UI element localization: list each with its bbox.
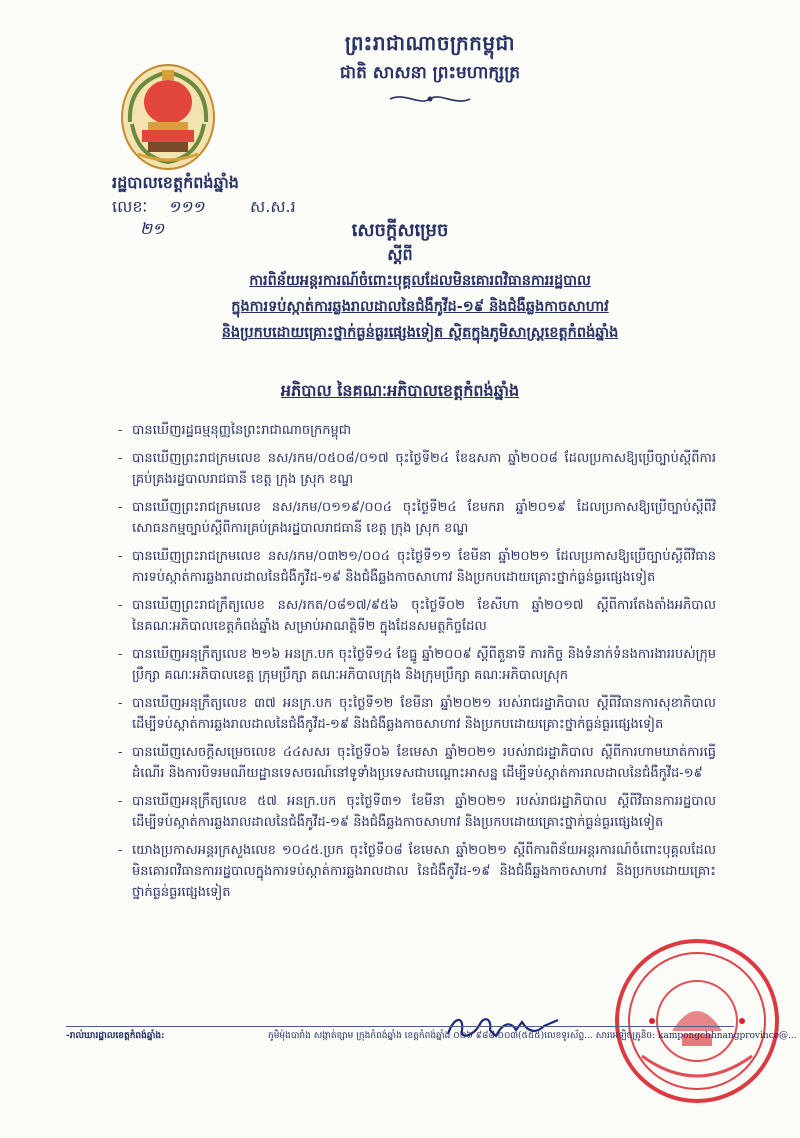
- recital-item: - បានឃើញព្រះរាជក្រមលេខ នស/រកម/០៥០៨/០១៧ ចុះថ្ងៃទី២៤ ខែឧសភា ឆ្នាំ២០០៨ ដែលប្រកាសឱ្យប្រើច្បាប់ស្តីពីការគ្រប់គ្រងរដ្ឋបាលរាជធានី ខេត្ត ក្រុង ស្រុក ខណ្ឌ: [118, 448, 716, 490]
- footer-divider: [66, 1026, 734, 1027]
- recital-item: - បានឃើញព្រះរាជក្រឹត្យលេខ នស/រកត/០៨១៧/៩៥៦ ចុះថ្ងៃទី០២ ខែសីហា ឆ្នាំ២០១៧ ស្តីពីការតែងតាំងអភិបាល នៃគណៈអភិបាលខេត្តកំពង់ឆ្នាំង សម្រាប់អាណត្តិទី២ ក្នុងដែនសមត្ថកិច្ចដែល: [118, 595, 716, 637]
- footer-contact-info: ភូមិម៉ុងបារាំង សង្កាត់ខ្សាម ក្រុងកំពង់ឆ្នាំង ខេត្តកំពង់ឆ្នាំង ០២៦ ៩៨៨ ០០៣(៥៥៥)លេខទូរស័ព្ទ... សារអេឡិចត្រូនិច: kampongchhnangprovince@...: [268, 1031, 797, 1041]
- authority-heading: អភិបាល នៃគណៈអភិបាលខេត្តកំពង់ឆ្នាំង: [280, 381, 520, 400]
- recital-list: [118, 420, 716, 910]
- footer-label: -រាល់ឃារដ្ឋាលខេត្តកំពង់ឆ្នាំង:: [66, 1031, 165, 1041]
- reference-suffix: ស.ស.រ: [250, 197, 296, 216]
- recital-item: - បានឃើញអនុក្រឹត្យលេខ ៣៧ អនក្រ.បក ចុះថ្ងៃទី១២ ខែមីនា ឆ្នាំ២០២១ របស់រាជរដ្ឋាភិបាល ស្តីពីវិធានការសុខាភិបាល ដើម្បីទប់ស្កាត់ការឆ្លងរាលដាលនៃជំងឺកូវីដ-១៩ និងជំងឺឆ្លងកាចសាហាវ និងប្រកបដោយគ្រោះថ្នាក់ធ្ងន់ធ្ងរផ្សេងទៀត: [118, 693, 716, 735]
- recital-item: - បានឃើញអនុក្រឹត្យលេខ ៥៧ អនក្រ.បក ចុះថ្ងៃទី៣១ ខែមីនា ឆ្នាំ២០២១ របស់រាជរដ្ឋាភិបាល ស្តីពីវិធានការរដ្ឋបាល ដើម្បីទប់ស្កាត់ការឆ្លងរាលដាលនៃជំងឺកូវីដ-១៩ និងជំងឺឆ្លងកាចសាហាវ និងប្រកបដោយគ្រោះថ្នាក់ធ្ងន់ធ្ងរផ្សេងទៀត: [118, 791, 716, 833]
- recital-item: - បានឃើញព្រះរាជក្រមលេខ នស/រកម/០៣២១/០០៤ ចុះថ្ងៃទី១១ ខែមីនា ឆ្នាំ២០២១ ដែលប្រកាសឱ្យប្រើច្បាប់ស្តីពីវិធានការទប់ស្កាត់ការឆ្លងរាលដាលនៃជំងឺកូវីដ-១៩ និងជំងឺឆ្លងកាចសាហាវ និងប្រកបដោយគ្រោះថ្នាក់ធ្ងន់ធ្ងរផ្សេងទៀត: [118, 546, 716, 588]
- issuer-name: រដ្ឋបាលខេត្តកំពង់ឆ្នាំង: [112, 173, 239, 192]
- recital-item: - បានឃើញអនុក្រឹត្យលេខ ២១៦ អនក្រ.បក ចុះថ្ងៃទី១៤ ខែធ្នូ ឆ្នាំ២០០៩ ស្តីពីតួនាទី ភារកិច្ច និងទំនាក់ទំនងការងាររបស់ក្រុមប្រឹក្សា គណៈអភិបាលខេត្ត ក្រុមប្រឹក្សា គណៈអភិបាលក្រុង និងក្រុមប្រឹក្សា គណៈអភិបាលស្រុក: [118, 644, 716, 686]
- reference-number: ១១១: [168, 197, 205, 216]
- header-motto: ជាតិ សាសនា ព្រះមហាក្សត្រ: [339, 63, 521, 83]
- provincial-emblem-icon: [118, 62, 218, 172]
- subject-line: និងប្រកបដោយគ្រោះថ្នាក់ធ្ងន់ធ្ងរផ្សេងទៀត ស្ថិតក្នុងភូមិសាស្ត្រខេត្តកំពង់ឆ្នាំង: [221, 324, 619, 341]
- subject-line: ការពិន័យអន្តរការណ៍ចំពោះបុគ្គលដែលមិនគោរពវិធានការរដ្ឋបាល: [249, 272, 591, 289]
- reference-year: ២១: [140, 219, 165, 238]
- document-title: សេចក្តីសម្រេច: [351, 220, 449, 241]
- document-on: ស្តីពី: [387, 245, 413, 264]
- recital-item: - យោងប្រកាសអន្តរក្រសួងលេខ ១០៤៥.ប្រក ចុះថ្ងៃទី០៨ ខែមេសា ឆ្នាំ២០២១ ស្តីពីការពិន័យអន្តរការណ៍ចំពោះបុគ្គលដែលមិនគោរពវិធានការរដ្ឋបាលក្នុងការទប់ស្កាត់ការឆ្លងរាលដាល នៃជំងឺកូវីដ-១៩ និងជំងឺឆ្លងកាចសាហាវ និងប្រកបដោយគ្រោះថ្នាក់ធ្ងន់ធ្ងរផ្សេងទៀត: [118, 840, 716, 903]
- subject-line: ក្នុងការទប់ស្កាត់ការឆ្លងរាលដាលនៃជំងឺកូវីដ-១៩ និងជំងឺឆ្លងកាចសាហាវ: [231, 298, 609, 315]
- header-ornament-icon: [385, 92, 475, 106]
- recital-item: - បានឃើញសេចក្តីសម្រេចលេខ ៤៤សសរ ចុះថ្ងៃទី០៦ ខែមេសា ឆ្នាំ២០២១ របស់រាជរដ្ឋាភិបាល ស្តីពីការហាមឃាត់ការធ្វើដំណើរ និងការបិទរមណីយដ្ឋានទេសចរណ៍នៅទូទាំងប្រទេសជាបណ្តោះអាសន្ន ដើម្បីទប់ស្កាត់ការរាលដាលនៃជំងឺកូវីដ-១៩: [118, 742, 716, 784]
- recital-item: - បានឃើញព្រះរាជក្រមលេខ នស/រកម/០១១៩/០០៤ ចុះថ្ងៃទី២៤ ខែមករា ឆ្នាំ២០១៩ ដែលប្រកាសឱ្យប្រើច្បាប់ស្តីពីវិសោធនកម្មច្បាប់ស្តីពីការគ្រប់គ្រងរដ្ឋបាលរាជធានី ខេត្ត ក្រុង ស្រុក ខណ្ឌ: [118, 497, 716, 539]
- recital-item: - បានឃើញរដ្ឋធម្មនុញ្ញនៃព្រះរាជាណាចក្រកម្ពុជា: [118, 420, 716, 441]
- official-seal-stamp: [612, 936, 782, 1106]
- reference-label: លេខៈ: [112, 197, 148, 216]
- header-kingdom: ព្រះរាជាណាចក្រកម្ពុជា: [344, 31, 516, 55]
